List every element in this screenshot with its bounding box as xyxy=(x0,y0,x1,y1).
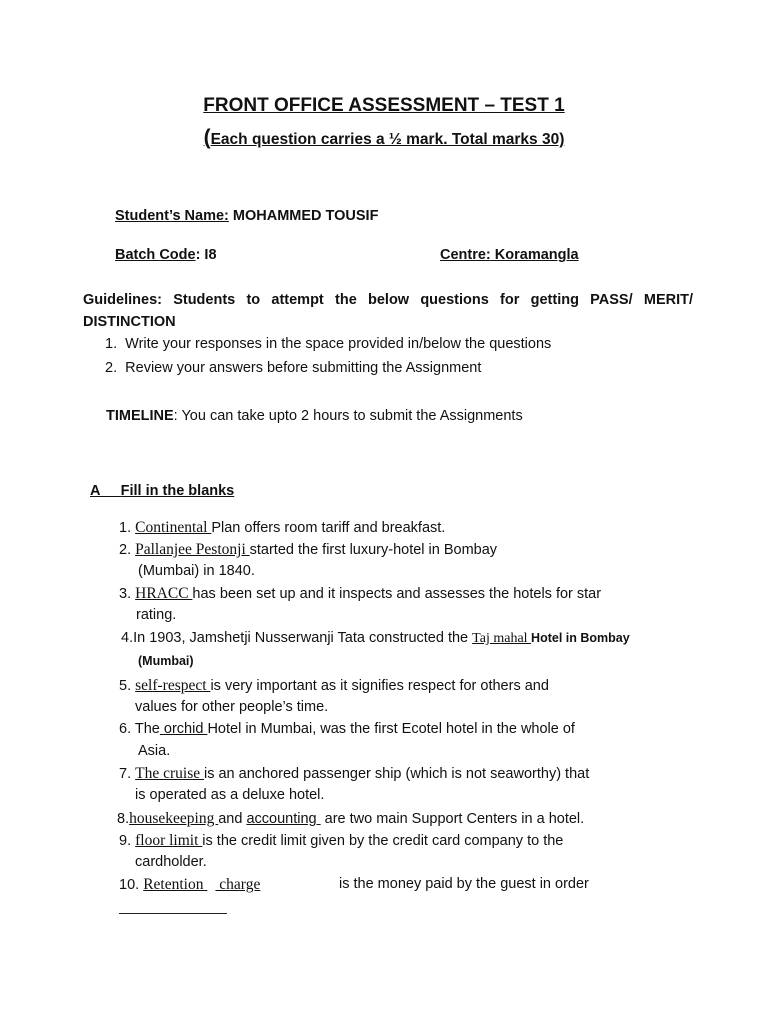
question-4-continuation: (Mumbai) xyxy=(138,654,194,668)
answer-blank: orchid xyxy=(159,721,208,737)
question-number: 5. xyxy=(119,678,132,694)
timeline-text: : You can take upto 2 hours to submit the Assignments xyxy=(173,408,523,424)
student-name-label: Student’s Name: xyxy=(115,208,229,224)
question-text-pre: In 1903, Jamshetji Nusserwanji Tata constructed the xyxy=(133,630,473,646)
answer-blank: housekeeping xyxy=(129,810,219,827)
question-text: has been set up and it inspects and assesses the hotels for star xyxy=(192,586,602,602)
student-name-line xyxy=(115,208,378,224)
question-2-continuation: (Mumbai) in 1840. xyxy=(138,563,255,579)
batch-code-value: : I8 xyxy=(195,247,217,263)
answer-blank: charge xyxy=(215,876,261,893)
question-text: Hotel in Mumbai, was the first Ecotel hotel in the whole of xyxy=(207,721,575,737)
guideline-item xyxy=(105,360,481,376)
answer-blank: Pallanjee Pestonji xyxy=(135,541,250,558)
question-4 xyxy=(121,630,630,647)
answer-blank: floor limit xyxy=(135,832,203,849)
question-6 xyxy=(119,721,575,737)
question-number: 3. xyxy=(119,586,132,602)
answer-blank: Taj mahal xyxy=(472,631,532,646)
answer-blank: self-respect xyxy=(135,677,211,694)
question-number: 8. xyxy=(117,811,130,827)
student-name-value: MOHAMMED TOUSIF xyxy=(228,208,379,224)
guidelines-line-2: DISTINCTION xyxy=(83,314,176,330)
question-3-continuation: rating. xyxy=(136,607,177,623)
question-number: 7. xyxy=(119,766,132,782)
question-10-text: is the money paid by the guest in order xyxy=(339,876,589,892)
question-6-continuation: Asia. xyxy=(138,743,171,759)
answer-blank: accounting xyxy=(246,811,321,827)
centre-value: Koramangla xyxy=(490,247,579,263)
question-3 xyxy=(119,585,601,603)
question-number: 1. xyxy=(119,520,132,536)
answer-blank: Continental xyxy=(135,519,212,536)
guidelines-line-1: Guidelines: Students to attempt the below questions for getting PASS/ MERIT/ xyxy=(83,292,693,308)
centre-line xyxy=(440,247,579,263)
question-1 xyxy=(119,519,445,537)
question-9-continuation: cardholder. xyxy=(135,854,207,870)
question-2 xyxy=(119,541,497,559)
question-text: started the first luxury-hotel in Bombay xyxy=(249,542,498,558)
blank-line xyxy=(119,913,227,914)
question-10 xyxy=(119,876,260,894)
question-number: 4. xyxy=(121,630,134,646)
page-subtitle xyxy=(0,126,768,150)
section-letter: A xyxy=(90,483,101,499)
question-9 xyxy=(119,832,563,850)
batch-code-label: Batch Code xyxy=(115,247,196,263)
timeline-line xyxy=(106,408,523,424)
question-text: is the credit limit given by the credit card company to the xyxy=(202,833,564,849)
guideline-item-text: Write your responses in the space provided in/below the questions xyxy=(125,336,552,352)
question-7-continuation: is operated as a deluxe hotel. xyxy=(135,787,325,803)
question-text: Plan offers room tariff and breakfast. xyxy=(211,520,446,536)
batch-code-line xyxy=(115,247,217,263)
question-7 xyxy=(119,765,589,783)
subtitle-text: Each question carries a ½ mark. Total marks 30) xyxy=(210,131,565,148)
guideline-item-num: 2. xyxy=(105,360,118,376)
question-number: 10. xyxy=(119,877,140,893)
question-text: Hotel in Bombay xyxy=(531,631,630,645)
question-number: 9. xyxy=(119,833,132,849)
subtitle-paren: ( xyxy=(203,126,211,149)
question-5 xyxy=(119,677,549,695)
question-8 xyxy=(117,810,584,828)
guideline-item xyxy=(105,336,551,352)
question-text: are two main Support Centers in a hotel. xyxy=(324,811,585,827)
answer-blank: The cruise xyxy=(135,765,204,782)
guideline-item-text: Review your answers before submitting the Assignment xyxy=(125,360,482,376)
section-heading xyxy=(90,483,234,499)
guideline-item-num: 1. xyxy=(105,336,118,352)
question-number: 6. xyxy=(119,721,132,737)
answer-blank: HRACC xyxy=(135,585,193,602)
question-text-mid: and xyxy=(218,811,247,827)
question-text-pre: The xyxy=(134,721,160,737)
page-title: FRONT OFFICE ASSESSMENT – TEST 1 xyxy=(203,95,565,116)
timeline-label: TIMELINE xyxy=(106,408,174,424)
centre-label: Centre: xyxy=(440,247,491,263)
question-5-continuation: values for other people’s time. xyxy=(135,699,329,715)
question-text: is very important as it signifies respect for others and xyxy=(210,678,549,694)
question-number: 2. xyxy=(119,542,132,558)
section-title: Fill in the blanks xyxy=(120,483,235,499)
answer-blank: Retention xyxy=(143,876,208,893)
question-text: is an anchored passenger ship (which is not seaworthy) that xyxy=(203,766,590,782)
